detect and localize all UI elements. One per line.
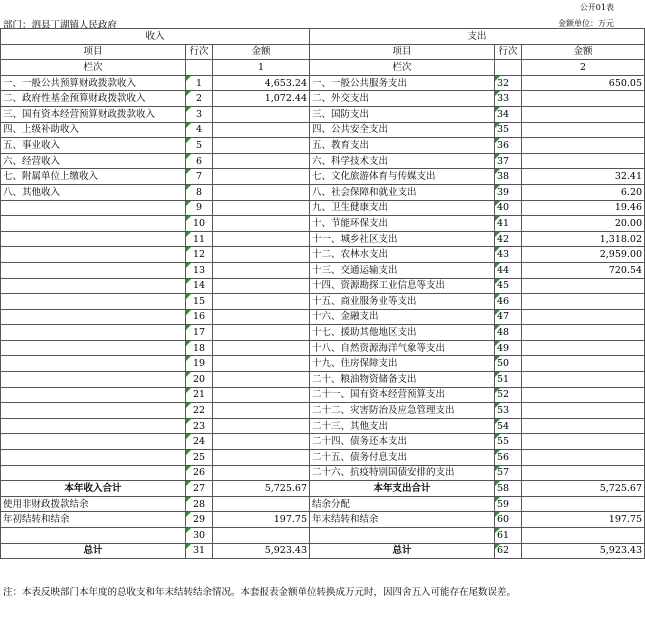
income-line: 2	[186, 91, 213, 107]
budget-summary-table	[0, 28, 645, 559]
income-line: 21	[186, 387, 213, 403]
income-line: 5	[186, 138, 213, 154]
income-item: 二、政府性基金预算财政拨款收入	[1, 91, 186, 107]
income-amount	[213, 356, 310, 372]
income-item	[1, 387, 186, 403]
expense-line: 46	[495, 294, 522, 310]
income-item: 五、事业收入	[1, 138, 186, 154]
income-amount	[213, 184, 310, 200]
expense-item: 十、节能环保支出	[310, 216, 495, 232]
income-line: 29	[186, 512, 213, 528]
income-line: 31	[186, 543, 213, 559]
expense-amount-header: 金额	[522, 44, 645, 60]
table-row	[1, 184, 645, 200]
income-col-line-blank	[186, 60, 213, 76]
expense-item: 年末结转和结余	[310, 512, 495, 528]
table-row	[1, 465, 645, 481]
income-item: 四、上级补助收入	[1, 122, 186, 138]
income-amount	[213, 294, 310, 310]
income-amount	[213, 418, 310, 434]
income-item	[1, 418, 186, 434]
income-line: 27	[186, 481, 213, 497]
expense-item-header: 项目	[310, 44, 495, 60]
expense-amount	[522, 434, 645, 450]
income-amount	[213, 465, 310, 481]
income-line: 12	[186, 247, 213, 263]
income-item	[1, 465, 186, 481]
expense-line: 57	[495, 465, 522, 481]
income-amount	[213, 372, 310, 388]
income-line: 20	[186, 372, 213, 388]
expense-item: 六、科学技术支出	[310, 153, 495, 169]
income-item-header: 项目	[1, 44, 186, 60]
income-item	[1, 309, 186, 325]
income-amount	[213, 528, 310, 544]
income-amount-header: 金额	[213, 44, 310, 60]
income-amount	[213, 106, 310, 122]
income-line: 16	[186, 309, 213, 325]
expense-line: 48	[495, 325, 522, 341]
expense-line: 36	[495, 138, 522, 154]
expense-line: 39	[495, 184, 522, 200]
column-header-row	[1, 44, 645, 60]
income-amount	[213, 496, 310, 512]
income-col-label: 栏次	[1, 60, 186, 76]
expense-amount	[522, 153, 645, 169]
table-row	[1, 356, 645, 372]
table-row	[1, 294, 645, 310]
expense-line: 40	[495, 200, 522, 216]
expense-amount	[522, 496, 645, 512]
unit-label: 金额单位：万元	[558, 19, 614, 28]
income-amount	[213, 153, 310, 169]
income-item: 六、经营收入	[1, 153, 186, 169]
income-line: 17	[186, 325, 213, 341]
expense-item: 二、外交支出	[310, 91, 495, 107]
expense-line: 32	[495, 75, 522, 91]
income-line: 11	[186, 231, 213, 247]
expense-item: 十四、资源勘探工业信息等支出	[310, 278, 495, 294]
expense-item: 十九、住房保障支出	[310, 356, 495, 372]
table-row	[1, 434, 645, 450]
income-line: 23	[186, 418, 213, 434]
income-item	[1, 262, 186, 278]
footnote: 注：本表反映部门本年度的总收支和年末结转结余情况。本套报表金额单位转换成万元时，因四舍五入可能存在尾数误差。	[3, 587, 517, 598]
income-amount	[213, 278, 310, 294]
expense-line: 34	[495, 106, 522, 122]
expense-amount	[522, 418, 645, 434]
expense-line: 50	[495, 356, 522, 372]
table-row	[1, 247, 645, 263]
expense-col-line-blank	[495, 60, 522, 76]
table-row	[1, 528, 645, 544]
expense-amount: 1,318.02	[522, 231, 645, 247]
expense-item: 二十四、债务还本支出	[310, 434, 495, 450]
income-amount: 5,725.67	[213, 481, 310, 497]
expense-line-header: 行次	[495, 44, 522, 60]
expense-line: 35	[495, 122, 522, 138]
expense-amount	[522, 340, 645, 356]
income-item	[1, 356, 186, 372]
income-line: 1	[186, 75, 213, 91]
income-item: 一、一般公共预算财政拨款收入	[1, 75, 186, 91]
expense-item: 二十五、债务付息支出	[310, 450, 495, 466]
income-line: 19	[186, 356, 213, 372]
expense-item: 总计	[310, 543, 495, 559]
expense-amount	[522, 356, 645, 372]
income-item	[1, 450, 186, 466]
expense-line: 38	[495, 169, 522, 185]
expense-amount: 720.54	[522, 262, 645, 278]
expense-item	[310, 528, 495, 544]
expense-line: 33	[495, 91, 522, 107]
table-row	[1, 169, 645, 185]
income-line: 9	[186, 200, 213, 216]
income-item	[1, 372, 186, 388]
expense-amount	[522, 138, 645, 154]
table-row	[1, 75, 645, 91]
table-row	[1, 418, 645, 434]
table-row	[1, 122, 645, 138]
expense-amount	[522, 372, 645, 388]
expense-header: 支出	[310, 29, 645, 45]
expense-amount: 32.41	[522, 169, 645, 185]
expense-line: 43	[495, 247, 522, 263]
expense-line: 58	[495, 481, 522, 497]
income-amount	[213, 247, 310, 263]
total-row	[1, 543, 645, 559]
table-row	[1, 403, 645, 419]
table-row	[1, 200, 645, 216]
expense-line: 45	[495, 278, 522, 294]
income-amount	[213, 169, 310, 185]
income-header: 收入	[1, 29, 310, 45]
income-item	[1, 231, 186, 247]
table-row	[1, 106, 645, 122]
income-item	[1, 528, 186, 544]
income-amount	[213, 340, 310, 356]
expense-amount	[522, 278, 645, 294]
expense-item: 二十、粮油物资储备支出	[310, 372, 495, 388]
income-item	[1, 200, 186, 216]
income-amount	[213, 403, 310, 419]
income-amount	[213, 200, 310, 216]
expense-item: 二十六、抗疫特别国债安排的支出	[310, 465, 495, 481]
expense-amount: 20.00	[522, 216, 645, 232]
expense-line: 54	[495, 418, 522, 434]
expense-col-index: 2	[522, 60, 645, 76]
income-item: 本年收入合计	[1, 481, 186, 497]
table-row	[1, 387, 645, 403]
income-line: 14	[186, 278, 213, 294]
expense-item: 十八、自然资源海洋气象等支出	[310, 340, 495, 356]
table-row	[1, 231, 645, 247]
expense-amount	[522, 403, 645, 419]
expense-item: 二十一、国有资本经营预算支出	[310, 387, 495, 403]
expense-item: 十三、交通运输支出	[310, 262, 495, 278]
subtotal-row	[1, 481, 645, 497]
department-label: 部门：泗县丁湖镇人民政府	[3, 20, 118, 31]
income-amount	[213, 434, 310, 450]
expense-amount: 19.46	[522, 200, 645, 216]
income-line: 6	[186, 153, 213, 169]
table-row	[1, 512, 645, 528]
income-amount	[213, 262, 310, 278]
income-line: 13	[186, 262, 213, 278]
expense-amount	[522, 387, 645, 403]
income-amount	[213, 231, 310, 247]
table-row	[1, 278, 645, 294]
income-item	[1, 247, 186, 263]
table-row	[1, 138, 645, 154]
expense-amount	[522, 309, 645, 325]
expense-amount	[522, 106, 645, 122]
expense-item: 七、文化旅游体育与传媒支出	[310, 169, 495, 185]
table-row	[1, 91, 645, 107]
income-item: 使用非财政拨款结余	[1, 496, 186, 512]
income-line: 4	[186, 122, 213, 138]
income-item: 八、其他收入	[1, 184, 186, 200]
expense-line: 47	[495, 309, 522, 325]
expense-line: 52	[495, 387, 522, 403]
section-header-row	[1, 29, 645, 45]
expense-line: 59	[495, 496, 522, 512]
income-amount	[213, 216, 310, 232]
income-item	[1, 325, 186, 341]
expense-amount	[522, 450, 645, 466]
income-line: 25	[186, 450, 213, 466]
income-amount: 5,923.43	[213, 543, 310, 559]
income-item: 三、国有资本经营预算财政拨款收入	[1, 106, 186, 122]
income-line: 22	[186, 403, 213, 419]
table-body	[1, 75, 645, 558]
expense-line: 55	[495, 434, 522, 450]
expense-amount: 5,923.43	[522, 543, 645, 559]
income-item: 年初结转和结余	[1, 512, 186, 528]
income-line: 28	[186, 496, 213, 512]
table-row	[1, 496, 645, 512]
expense-line: 44	[495, 262, 522, 278]
income-item: 七、附属单位上缴收入	[1, 169, 186, 185]
income-amount: 1,072.44	[213, 91, 310, 107]
expense-line: 41	[495, 216, 522, 232]
expense-amount: 2,959.00	[522, 247, 645, 263]
income-amount	[213, 450, 310, 466]
income-line: 7	[186, 169, 213, 185]
table-row	[1, 325, 645, 341]
expense-line: 51	[495, 372, 522, 388]
income-line: 30	[186, 528, 213, 544]
expense-line: 62	[495, 543, 522, 559]
expense-amount: 6.20	[522, 184, 645, 200]
expense-item: 八、社会保障和就业支出	[310, 184, 495, 200]
income-item	[1, 294, 186, 310]
expense-item: 十六、金融支出	[310, 309, 495, 325]
income-amount	[213, 138, 310, 154]
table-row	[1, 262, 645, 278]
income-item: 总计	[1, 543, 186, 559]
expense-item: 二十三、其他支出	[310, 418, 495, 434]
expense-col-label: 栏次	[310, 60, 495, 76]
expense-line: 61	[495, 528, 522, 544]
income-line: 3	[186, 106, 213, 122]
income-line: 8	[186, 184, 213, 200]
expense-item: 四、公共安全支出	[310, 122, 495, 138]
income-amount	[213, 309, 310, 325]
expense-amount: 197.75	[522, 512, 645, 528]
table-row	[1, 340, 645, 356]
income-line: 15	[186, 294, 213, 310]
expense-line: 56	[495, 450, 522, 466]
expense-amount	[522, 91, 645, 107]
income-item	[1, 434, 186, 450]
income-item	[1, 278, 186, 294]
table-row	[1, 153, 645, 169]
income-line: 10	[186, 216, 213, 232]
expense-line: 53	[495, 403, 522, 419]
table-row	[1, 216, 645, 232]
income-item	[1, 340, 186, 356]
expense-item: 本年支出合计	[310, 481, 495, 497]
expense-line: 37	[495, 153, 522, 169]
expense-item: 三、国防支出	[310, 106, 495, 122]
income-line: 26	[186, 465, 213, 481]
expense-item: 九、卫生健康支出	[310, 200, 495, 216]
expense-item: 十二、农林水支出	[310, 247, 495, 263]
column-index-row	[1, 60, 645, 76]
expense-amount	[522, 325, 645, 341]
income-item	[1, 216, 186, 232]
expense-amount: 5,725.67	[522, 481, 645, 497]
income-line: 24	[186, 434, 213, 450]
expense-item: 十五、商业服务业等支出	[310, 294, 495, 310]
expense-item: 十一、城乡社区支出	[310, 231, 495, 247]
expense-amount	[522, 294, 645, 310]
expense-line: 49	[495, 340, 522, 356]
table-row	[1, 450, 645, 466]
income-line-header: 行次	[186, 44, 213, 60]
form-code: 公开01表	[579, 3, 614, 12]
expense-item: 五、教育支出	[310, 138, 495, 154]
income-item	[1, 403, 186, 419]
table-row	[1, 309, 645, 325]
income-amount	[213, 387, 310, 403]
expense-amount	[522, 122, 645, 138]
expense-item: 十七、援助其他地区支出	[310, 325, 495, 341]
expense-amount	[522, 465, 645, 481]
expense-item: 一、一般公共服务支出	[310, 75, 495, 91]
expense-line: 60	[495, 512, 522, 528]
expense-amount: 650.05	[522, 75, 645, 91]
expense-item: 二十二、灾害防治及应急管理支出	[310, 403, 495, 419]
income-amount: 197.75	[213, 512, 310, 528]
income-line: 18	[186, 340, 213, 356]
table-row	[1, 372, 645, 388]
income-amount	[213, 122, 310, 138]
expense-item: 结余分配	[310, 496, 495, 512]
income-amount	[213, 325, 310, 341]
expense-line: 42	[495, 231, 522, 247]
income-amount: 4,653.24	[213, 75, 310, 91]
income-col-index: 1	[213, 60, 310, 76]
expense-amount	[522, 528, 645, 544]
